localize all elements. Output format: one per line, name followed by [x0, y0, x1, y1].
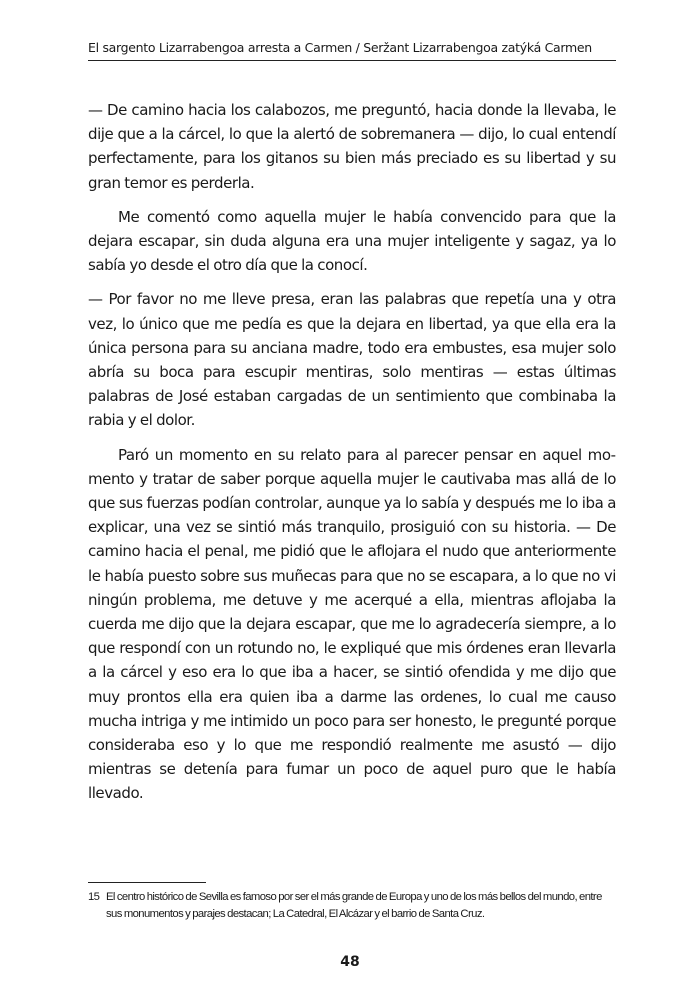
footnote-line-1	[88, 889, 616, 906]
footnote-text-1: El centro histórico de Sevilla es famoso por ser el más grande de Europa y uno de los más bellos del mundo, entre	[106, 891, 602, 903]
paragraph-4: Paró un momento en su relato para al parecer pensar en aquel momento y tratar de saber porque aquella mujer le cautivaba mas allá de lo que sus fuerzas podían controlar, aunque ya lo sabía y después me lo iba a explicar, una vez se sintió más tranquilo, prosiguió con su historia. — De camino hacia el penal, me pidió que le aflojara el nudo que anteriormente le había puesto sobre sus muñecas para que no se escapara, a lo que no vi ningún problema, me detuve y me acerqué a ella, mientras aflojaba la cuerda me dijo que la dejara escapar, que me lo agradecería siempre, a lo que respondí con un rotundo no, le expliqué que mis órdenes eran llevarla a la cárcel y eso era lo que iba a hacer, se sintió ofendida y me dijo que muy prontos ella era quien iba a darme las ordenes, lo cual me causo mucha intriga y me intimido un poco para ser honesto, le pregunté porque consideraba eso y lo que me respondió realmente me asustó — dijo mientras se detenía para fumar un poco de aquel puro que le había llevado.	[88, 445, 616, 803]
body-text	[88, 98, 616, 816]
page-number: 48	[340, 954, 360, 970]
paragraph-2: Me comentó como aquella mujer le había convencido para que la dejara escapar, sin duda alguna era una mujer inteligente y sagaz, ya lo sabía yo desde el otro día que la conocí.	[88, 207, 616, 275]
footnote-number: 15	[88, 891, 100, 903]
paragraph-1: — De camino hacia los calabozos, me preguntó, hacia donde la llevaba, le dije que a la cárcel, lo que la alertó de sobremanera — dijo, lo cual entendí perfectamente, para los gitanos su bien más preciado es su libertad y su gran temor es perderla.	[88, 101, 616, 192]
running-header: El sargento Lizarrabengoa arresta a Carmen / Seržant Lizarrabengoa zatýká Carmen	[88, 40, 616, 61]
paragraph-3: — Por favor no me lleve presa, eran las palabras que repetía una y otra vez, lo único que me pedía es que la dejara en libertad, ya que ella era la única persona para su anciana madre, todo era embustes, esa mujer solo abría su boca para escupir mentiras, solo mentiras — estas últimas palabras de José estaban cargadas de un sentimiento que combinaba la rabia y el dolor.	[88, 290, 616, 430]
footnote-line-2: sus monumentos y parajes destacan; La Catedral, El Alcázar y el barrio de Santa Cruz.	[106, 908, 485, 920]
footnote	[88, 889, 616, 923]
footnote-rule	[88, 882, 206, 883]
